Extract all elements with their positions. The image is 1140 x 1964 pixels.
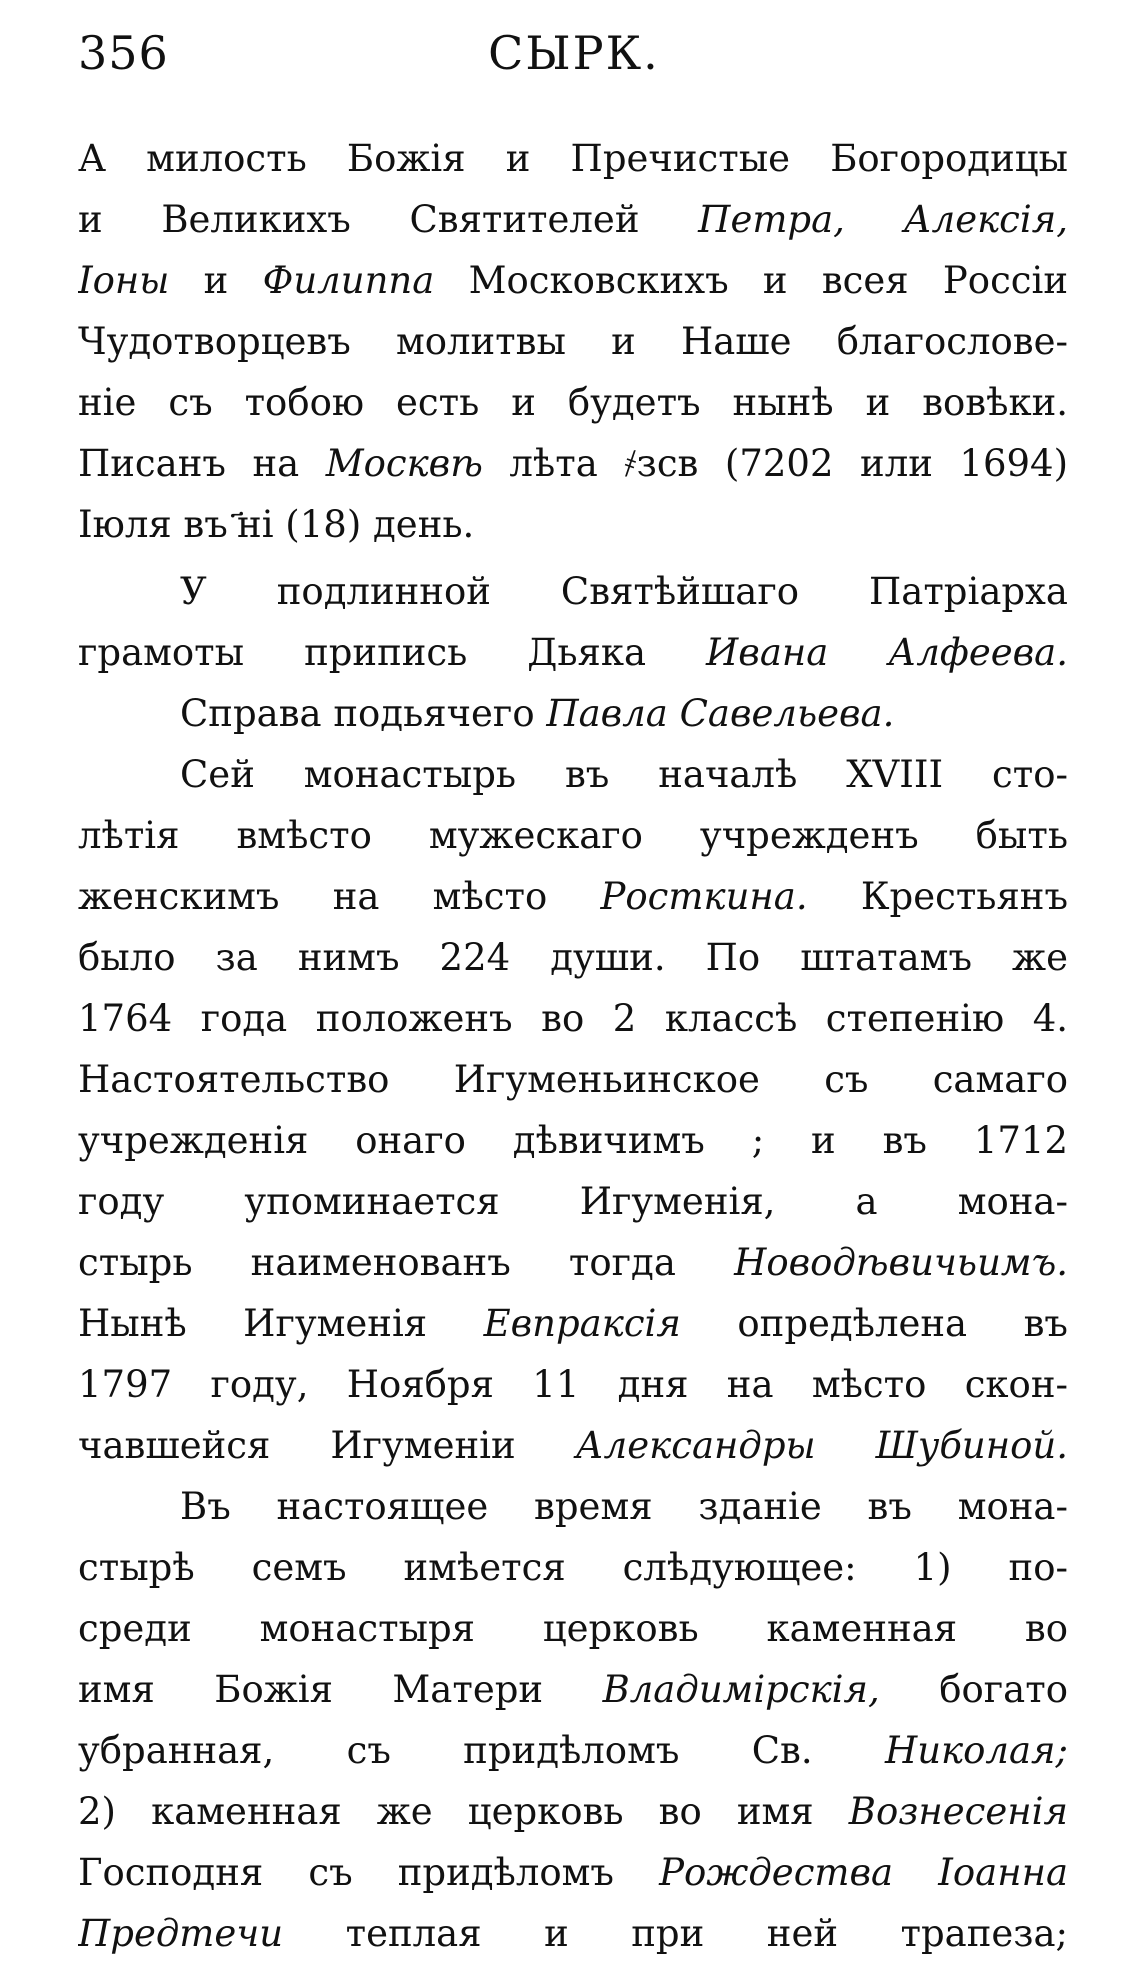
- text-line: женскимъ на мѣсто Росткина. Крестьянъ: [78, 875, 1068, 918]
- name-evpraksiya: Евпраксія: [483, 1302, 681, 1345]
- body-text: [78, 128, 1068, 1964]
- text-line: стырѣ семъ имѣется слѣдующее: 1) по-: [78, 1546, 1068, 1589]
- text-line: Іюля въ ҃ні (18) день.: [78, 503, 475, 546]
- name-aleksandra-shubina: Александры Шубиной.: [575, 1424, 1068, 1467]
- name-rozhdestvo-ioanna: Рождества Іоанна: [659, 1851, 1068, 1894]
- text-line: ніе съ тобою есть и будетъ нынѣ и вовѣки.: [78, 381, 1068, 424]
- text-line: Нынѣ Игуменія Евпраксія опредѣлена въ: [78, 1302, 1068, 1345]
- text-line: лѣтія вмѣсто мужескаго учрежденъ быть: [78, 814, 1068, 857]
- text-line: Въ настоящее время зданіе въ мона-: [180, 1485, 1068, 1528]
- text-line: Чудотворцевъ молитвы и Наше благослове-: [78, 320, 1068, 363]
- text-line: У подлинной Святѣйшаго Патріарха: [180, 570, 1068, 613]
- name-iona: Іоны: [78, 259, 170, 302]
- name-novodevichy: Новодѣвичьимъ.: [734, 1241, 1068, 1284]
- text-line: имя Божія Матери Владимірскія, богато: [78, 1668, 1068, 1711]
- name-ivan-alfeev: Ивана Алфеева.: [706, 631, 1068, 674]
- text-line: Настоятельство Игуменьинское съ самаго: [78, 1058, 1068, 1101]
- name-filipp: Филиппа: [262, 259, 435, 302]
- name-predtechi: Предтечи: [78, 1912, 284, 1955]
- text-line: чавшейся Игуменіи Александры Шубиной.: [78, 1424, 1068, 1467]
- text-line: 1797 году, Ноября 11 дня на мѣсто скон-: [78, 1363, 1068, 1406]
- text-line: учрежденія онаго дѣвичимъ ; и въ 1712: [78, 1119, 1068, 1162]
- text-line: и Великихъ Святителей Петра, Алексія,: [78, 198, 1068, 241]
- running-title: СЫРК.: [488, 26, 660, 80]
- text-line: Предтечи теплая и при ней трапеза;: [78, 1912, 1068, 1955]
- text-line: грамоты припись Дьяка Ивана Алфеева.: [78, 631, 1068, 674]
- text-line: Господня съ придѣломъ Рождества Іоанна: [78, 1851, 1068, 1894]
- text-line: Писанъ на Москвѣ лѣта ҂зсв (7202 или 1694): [78, 442, 1068, 485]
- place-rostkin: Росткина.: [600, 875, 808, 918]
- text-line: году упоминается Игуменія, а мона-: [78, 1180, 1068, 1223]
- text-line: Справа подьячего Павла Савельева.: [180, 692, 895, 735]
- page-header: [78, 20, 1070, 90]
- text-line: А милость Божія и Пречистые Богородицы: [78, 137, 1068, 180]
- name-petr: Петра,: [698, 198, 845, 241]
- place-moskva: Москвѣ: [325, 442, 483, 485]
- text-line: Іоны и Филиппа Московскихъ и всея Россіи: [78, 259, 1068, 302]
- name-vladimirskaya: Владимірскія,: [602, 1668, 880, 1711]
- page-number: 356: [78, 26, 169, 80]
- name-voznesenie: Вознесенія: [848, 1790, 1068, 1833]
- text-line: убранная, съ придѣломъ Св. Николая;: [78, 1729, 1068, 1772]
- text-line: было за нимъ 224 души. По штатамъ же: [78, 936, 1068, 979]
- name-pavel-savelev: Павла Савельева.: [546, 692, 895, 735]
- text-line: среди монастыря церковь каменная во: [78, 1607, 1068, 1650]
- text-line: Сей монастырь въ началѣ XVIII сто-: [180, 753, 1068, 796]
- text-line: 2) каменная же церковь во имя Вознесенія: [78, 1790, 1068, 1833]
- name-aleksiy: Алексія,: [903, 198, 1068, 241]
- text-line: 1764 года положенъ во 2 классѣ степенію 4.: [78, 997, 1068, 1040]
- text-line: стырь наименованъ тогда Новодѣвичьимъ.: [78, 1241, 1068, 1284]
- name-nikolay: Николая;: [884, 1729, 1068, 1772]
